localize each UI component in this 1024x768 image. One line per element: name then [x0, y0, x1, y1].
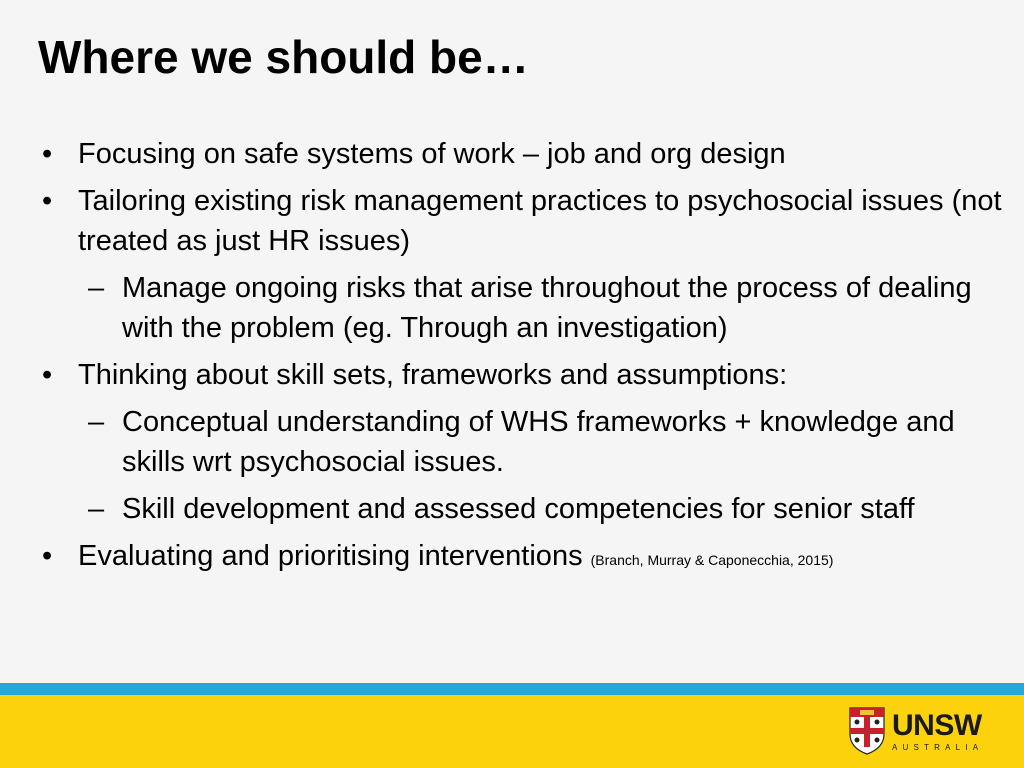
bullet-item	[30, 181, 1010, 348]
bullet-text: Thinking about skill sets, frameworks and assumptions:	[78, 359, 788, 391]
sub-bullet-item	[78, 402, 1010, 482]
bullet-item	[30, 134, 1010, 174]
bullet-text: Focusing on safe systems of work – job and org design	[78, 138, 786, 170]
bullet-marker: •	[42, 359, 53, 391]
bullet-text: Evaluating and prioritising interventions	[78, 540, 583, 572]
logo-subtitle: AUSTRALIA	[892, 742, 984, 752]
logo-word: UNSW	[892, 708, 982, 742]
unsw-crest-icon	[848, 706, 886, 756]
sub-bullet-text: Manage ongoing risks that arise throughout the process of dealing with the problem (eg. Through an investigation)	[122, 272, 972, 344]
sub-bullet-marker: –	[88, 272, 105, 304]
sub-bullet-text: Skill development and assessed competencies for senior staff	[122, 493, 915, 525]
footer-stripe	[0, 683, 1024, 695]
sub-bullet-marker: –	[88, 406, 105, 438]
sub-bullet-text: Conceptual understanding of WHS frameworks + knowledge and skills wrt psychosocial issues.	[122, 406, 955, 478]
slide-title: Where we should be…	[38, 31, 529, 83]
citation: (Branch, Murray & Caponecchia, 2015)	[590, 552, 834, 568]
bullet-marker: •	[42, 185, 53, 217]
sub-bullet-marker: –	[88, 493, 105, 525]
bullet-item	[30, 355, 1010, 529]
sub-bullet-list	[78, 268, 1010, 348]
sub-bullet-item	[78, 268, 1010, 348]
bullet-marker: •	[42, 138, 53, 170]
bullet-list	[30, 134, 1010, 587]
sub-bullet-item	[78, 489, 1010, 529]
sub-bullet-list	[78, 402, 1010, 529]
logo-wordmark	[892, 708, 984, 752]
bullet-text: Tailoring existing risk management practices to psychosocial issues (not treated as just HR issues)	[78, 185, 1002, 257]
bullet-item	[30, 536, 1010, 580]
bullet-marker: •	[42, 540, 53, 572]
unsw-logo	[848, 704, 1000, 758]
